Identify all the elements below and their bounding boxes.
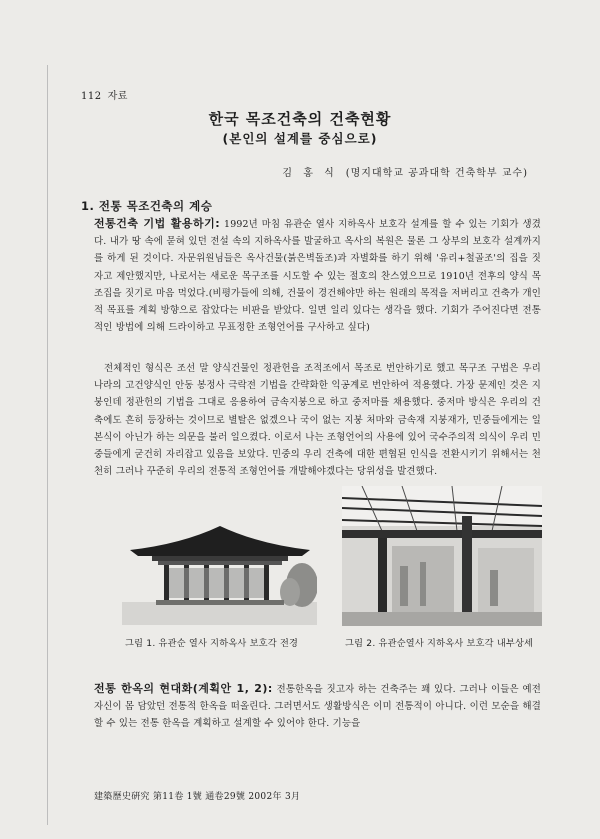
author-name: 김 홍 식 xyxy=(282,168,338,179)
section-label: 자료 xyxy=(107,91,128,102)
section-heading: 1. 전통 목조건축의 계승 xyxy=(81,199,213,213)
figure-2-interior-photo xyxy=(342,486,542,626)
page-subtitle: (본인의 설계를 중심으로) xyxy=(222,131,378,146)
page-title: 한국 목조건축의 건축현황 xyxy=(208,110,392,128)
paragraph-2 xyxy=(94,360,541,480)
scan-edge-line xyxy=(47,65,48,825)
page-number: 112 xyxy=(81,91,102,102)
journal-footer: 建築歷史硏究 第11卷 1號 通卷29號 2002年 3月 xyxy=(94,792,301,802)
figure-1-pavilion-photo xyxy=(122,510,317,625)
paragraph-3 xyxy=(94,680,541,733)
author-line xyxy=(282,164,528,179)
paragraph-1-lead: 전통건축 기법 활용하기: xyxy=(94,217,221,230)
figure-2-caption: 그림 2. 유관순열사 지하옥사 보호각 내부상세 xyxy=(345,638,534,649)
paragraph-2-text: 전체적인 형식은 조선 말 양식건물인 정관헌을 조적조에서 목조로 번안하기로 했고 목구조 구법은 우리 나라의 고건양식인 안동 봉정사 극락전 기법을 간략화한 익공계로 번안하여 적용했다. 가장 문제인 것은 지붕인데 정관헌의 기법을 그대로 응용하여 금속지붕으로 하고 중저마를 채용했다. 중저마 방식은 우리의 건축에도 흔히 등장하는 것이므로 별탈은 없겠으나 국이 없는 지붕 처마와 금속재 지붕재가, 민중들에게는 일본식이 아닌가 하는 의문을 불러 일으켰다. 이로서 나는 조형언어의 사용에 있어 국수주의적 의식이 우리 민중들에게 굳건히 자리잡고 있음을 보았다. 민중의 우리 건축에 대한 편협된 인식을 전환시키기 위해서는 천천히 그러나 꾸준히 우리의 전통적 조형언어를 개발해야겠다는 당위성을 발견했다. xyxy=(94,363,541,478)
paragraph-1-text: 1992년 마침 유관순 열사 지하옥사 보호각 설계를 할 수 있는 기회가 생겼다. 내가 땅 속에 묻혀 있던 전설 속의 지하옥사를 발굴하고 옥사의 복원은 물론 그 상부의 보호각 설계까지를 하게 된 것이다. 자문위원님들은 옥사건물(붉은벽돌조)과 자별화를 하기 위해 '유리+철골조'의 집을 짓자고 제안했지만, 나로서는 새로운 목구조를 시도할 수 있는 절호의 찬스였으므로 1910년 전후의 양식 목조집을 짓기로 마음 먹었다.(비평가들에 의해, 건물이 경건해야만 하는 원래의 목적을 저버리고 건축가 개인적 목표를 계획 방향으로 잡았다는 비판을 받았다. 일면 일리 있다는 생각을 했다. 기회가 주어진다면 전통적인 방법에 의해 드라이하고 무표정한 조형언어를 구사하고 싶다) xyxy=(94,219,541,334)
paragraph-1 xyxy=(94,215,541,336)
page-header xyxy=(81,87,128,102)
paragraph-3-lead: 전통 한옥의 현대화(계획안 1, 2): xyxy=(94,682,273,695)
figure-1-caption: 그림 1. 유관순 열사 지하옥사 보호각 전경 xyxy=(125,638,299,649)
author-affiliation: (명지대학교 공과대학 건축학부 교수) xyxy=(345,168,528,179)
paragraph-3-text: 전통한옥을 짓고자 하는 건축주는 꽤 있다. 그러나 이들은 예전 자신이 몸 담았던 전통적 한옥을 떠올린다. 그러면서도 생활방식은 이미 전통적이 아니다. 이런 모순을 해결할 수 있는 전통 한옥을 계획하고 설계할 수 있어야 한다. 기능을 xyxy=(94,684,541,730)
